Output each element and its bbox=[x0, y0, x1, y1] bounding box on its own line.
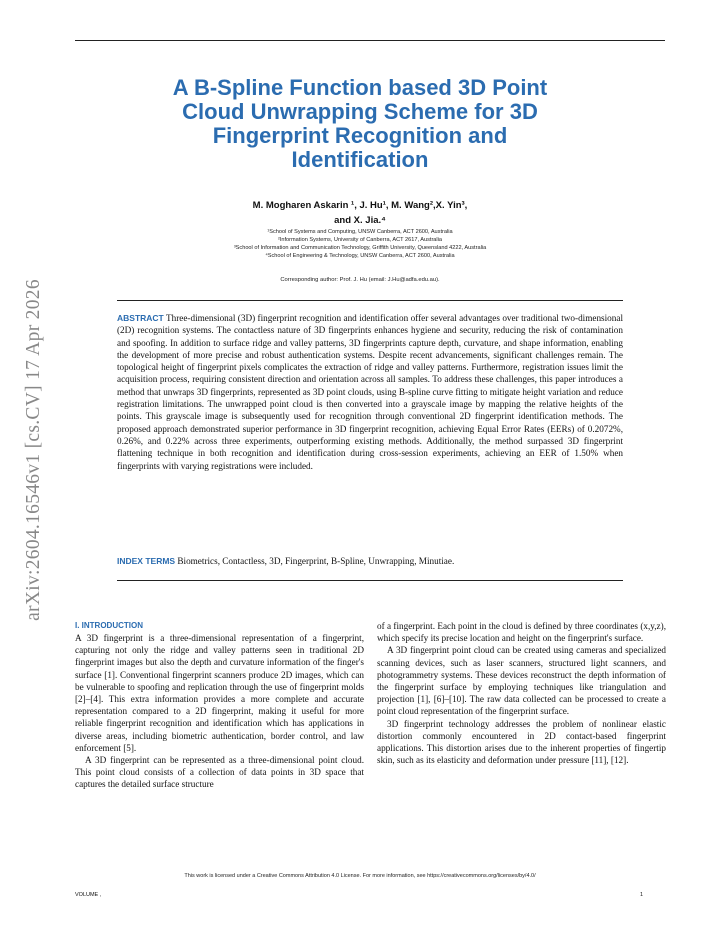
left-column bbox=[75, 620, 364, 791]
right-column bbox=[377, 620, 666, 766]
abstract-label: ABSTRACT bbox=[117, 313, 164, 323]
corresponding-author: Corresponding author: Prof. J. Hu (email: J.Hu@adfa.edu.au). bbox=[280, 277, 440, 283]
affiliation: ⁴School of Engineering & Technology, UNSW Canberra, ACT 2600, Australia bbox=[265, 253, 455, 259]
affiliations bbox=[150, 228, 570, 260]
paragraph: of a fingerprint. Each point in the cloud is defined by three coordinates (x,y,z), which specify its precise location and height on the fingerprint's surface. bbox=[377, 621, 666, 644]
abstract-bottom-rule bbox=[117, 580, 623, 581]
arxiv-identifier: arXiv:2604.16546v1 [cs.CV] 17 Apr 2026 bbox=[23, 279, 44, 621]
paragraph: A 3D fingerprint point cloud can be created using cameras and specialized scanning devices, such as laser scanners, structured light scanners, and photogrammetry systems. These devices reconstruct the depth information of the fingerprint surface by employing techniques like triangulation and projection [1], [6]–[10]. The raw data collected can be processed to create a point cloud representation of the fingerprint surface. bbox=[377, 645, 666, 717]
arxiv-sidebar bbox=[14, 210, 54, 690]
title-line: Identification bbox=[291, 147, 429, 172]
index-terms bbox=[117, 556, 623, 566]
affiliation: ¹School of Systems and Computing, UNSW Canberra, ACT 2600, Australia bbox=[267, 229, 453, 235]
title-line: Cloud Unwrapping Scheme for 3D bbox=[182, 99, 538, 124]
abstract-text: Three-dimensional (3D) fingerprint recognition and identification offer several advantages over traditional two-dimensional (2D) recognition systems. The contactless nature of 3D fingerprints enhances hygiene and security, reducing the risk of contamination and spoofing. In addition to surface ridge and valley patterns, 3D fingerprints capture depth, curvature, and shape information, enabling the development of more precise and robust authentication systems. Despite recent advancements, significant challenges remain. The topological height of fingerprint pixels complicates the extraction of ridge and valley patterns. Furthermore, registration issues limit the acquisition process, requiring consistent direction and orientation across all samples. To address these challenges, this paper introduces a method that unwraps 3D fingerprints, represented as 3D point clouds, using B-spline curve fitting to mitigate height variation and reduce registration limitations. The unwrapped point cloud is then converted into a grayscale image by mapping the relative heights of the points. This grayscale image is subsequently used for recognition through conventional 2D fingerprint identification methods. The proposed approach demonstrated superior performance in 3D fingerprint recognition, achieving Equal Error Rates (EERs) of 0.2072%, 0.26%, and 0.22% across three experiments, outperforming existing methods. Additionally, the method surpassed 3D fingerprint flattening technique in both recognition and identification during cross-session experiments, achieving an EER of 1.50% when fingerprints with varying registrations were included. bbox=[117, 313, 623, 471]
author-list bbox=[180, 198, 540, 228]
abstract bbox=[117, 312, 623, 472]
page-number: 1 bbox=[640, 892, 644, 898]
paragraph: A 3D fingerprint is a three-dimensional representation of a fingerprint, capturing not only the ridge and valley patterns seen in traditional 2D fingerprint images but also the depth and curvature information of the finger's surface [1]. Conventional fingerprint scanners produce 2D images, which can be vulnerable to spoofing and replication through the use of fingerprint molds [2]–[4]. This extra information provides a more complete and accurate representation compared to a 2D fingerprint, making it useful for more reliable fingerprint recognition and identification which has applications in diverse areas, including biometric authentication, border control, and law enforcement [5]. bbox=[75, 633, 364, 753]
abstract-top-rule bbox=[117, 300, 623, 301]
index-terms-label: INDEX TERMS bbox=[117, 556, 176, 566]
authors-line: and X. Jia.⁴ bbox=[334, 215, 386, 226]
title-line: Fingerprint Recognition and bbox=[212, 123, 508, 148]
volume-label: VOLUME , bbox=[75, 892, 102, 898]
paragraph: A 3D fingerprint can be represented as a three-dimensional point cloud. This point cloud consists of a collection of data points in 3D space that captures the detailed surface structure bbox=[75, 755, 364, 790]
affiliation: ³School of Information and Communication Technology, Griffith University, Queensland 4222, Australia bbox=[233, 245, 487, 251]
paragraph: 3D fingerprint technology addresses the problem of nonlinear elastic distortion commonly encountered in 2D contact-based fingerprint applications. This distortion arises due to the inherent properties of fingertip skin, such as its elasticity and deformation under pressure [11], [12]. bbox=[377, 718, 666, 766]
title-line: A B-Spline Function based 3D Point bbox=[172, 75, 548, 100]
paper-title bbox=[130, 76, 590, 172]
affiliation: ²Information Systems, University of Canberra, ACT 2617, Australia bbox=[277, 237, 443, 243]
authors-line: M. Mogharen Askarin ¹, J. Hu¹, M. Wang²,X. Yin³, bbox=[252, 200, 468, 211]
header-rule bbox=[75, 40, 665, 41]
index-terms-text: Biometrics, Contactless, 3D, Fingerprint, B-Spline, Unwrapping, Minutiae. bbox=[177, 556, 455, 566]
license-note: This work is licensed under a Creative Commons Attribution 4.0 License. For more information, see https://creativecommons.org/licenses/by/4.0/ bbox=[184, 873, 536, 879]
section-heading: I. INTRODUCTION bbox=[75, 621, 143, 630]
